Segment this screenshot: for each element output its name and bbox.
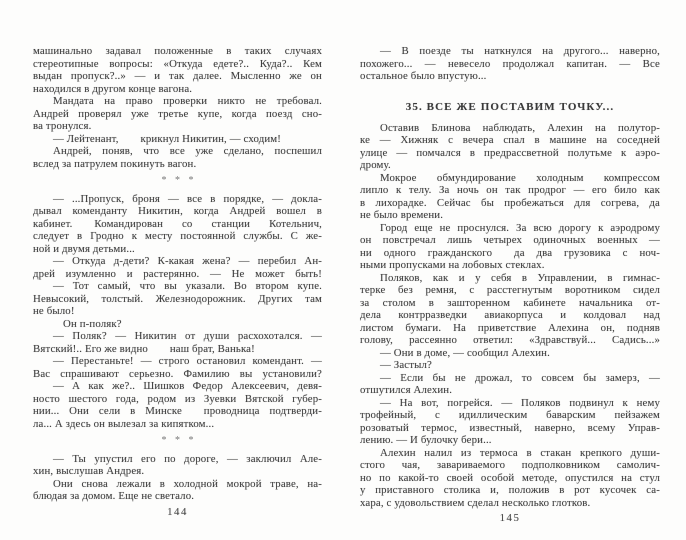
text-line: отшутился Алехин. — [360, 384, 453, 396]
text-line: ными пропусками на лобовых стеклах. — [360, 259, 545, 271]
page-left — [33, 45, 322, 518]
text-line: — Перестаньте! — строго остановил комендант. — — [53, 355, 322, 367]
text-line: Город еще не проснулся. За всю дорогу к аэродрому — [380, 221, 660, 234]
text-line: носто шестого года, родом из Зуевки Вятской губер- — [33, 392, 322, 405]
text-line: лению. — И булочку бери... — [360, 434, 492, 446]
text-line: не было! — [33, 305, 75, 317]
text-line: дрей изумленно и растерянно. — Не может быть! — [33, 267, 322, 280]
text-line: — Ты упустил его по дороге, — заключил Але- — [53, 452, 322, 465]
text-line: ла... А здесь он вылезал за кипятком... — [33, 417, 215, 430]
text-line: похожего... — невесело продолжал капитан. — Все — [360, 57, 660, 70]
page-right-text — [360, 45, 660, 509]
text-line: он повстречал лишь четырех одиночных военных — — [360, 234, 660, 246]
text-line: — Если бы не дрожал, то совсем бы замерз, — — [380, 371, 660, 384]
text-line: но по какой-то своей особой методе, опустился на стул — [360, 471, 660, 484]
text-line: липло к телу. За ночь он так продрог — его било как — [360, 184, 660, 196]
section-separator: * * * — [161, 175, 194, 186]
text-line: Андрей проверял уже третье купе, когда поезд сно- — [33, 107, 322, 120]
text-line: — Они в доме, — сообщил Алехин. — [380, 346, 550, 359]
text-line: не было времени. — [360, 209, 444, 221]
text-line: ни одного гражданского да два грузовика с ноч- — [360, 246, 660, 259]
text-line: машинально задавал положенные в таких случаях — [33, 45, 322, 57]
text-line: у приставного столика и, положив в рот кусочек са- — [360, 484, 660, 496]
text-line: розоватый термос, известный, наверно, всему Управ- — [360, 421, 660, 434]
text-line: находился в другом конце вагона. — [33, 82, 193, 95]
text-line: остальное было впустую... — [360, 70, 487, 82]
text-line: хин, выслушав Андрея. — [33, 465, 145, 477]
text-line: Мокрое обмундирование холодным компрессом — [380, 171, 660, 184]
text-line: — В поезде ты наткнулся на другого... наверно, — [380, 45, 660, 57]
text-line: — Застыл? — [380, 359, 432, 371]
text-line: терке без ремня, с расстегнутым воротником сидел — [360, 284, 660, 296]
text-line: — Поляк? — Никитин от души расхохотался. — — [53, 330, 322, 342]
text-line: — ...Пропуск, броня — все в порядке, — докла- — [53, 192, 322, 205]
text-line: хара, с удовольствием сделал несколько глотков. — [360, 496, 591, 509]
text-line: голову, рассеянно ответил: «Здравствуй... Садись...» — [360, 334, 660, 346]
text-line: дрому. — [360, 159, 391, 171]
text-line: дывал коменданту Никитин, когда Андрей вошел в — [33, 205, 322, 217]
text-line: нии... Они сели в Минске проводница подтверди- — [33, 405, 322, 417]
text-line: дела контрразведки авиакорпуса и колдовал над — [360, 309, 660, 321]
text-line: Мандата на право проверки никто не требовал. — [53, 95, 322, 107]
text-line: вслед за патрулем покинуть вагон. — [33, 157, 197, 170]
section-separator: * * * — [161, 435, 194, 446]
text-line: Невысокий, толстый. Железнодорожник. Других там — [33, 292, 322, 305]
text-line: Алехин налил из термоса в стакан крепкого души- — [380, 446, 660, 459]
page-number-right: 145 — [499, 512, 521, 524]
text-line: в лихорадке. Сейчас бы пробежаться для согрева, да — [360, 196, 660, 209]
text-line: за столом в зашторенном кабинете начальника от- — [360, 296, 660, 309]
text-line: Оставив Блинова наблюдать, Алехин на полутор- — [380, 121, 660, 134]
text-line: улице — помчался в предрассветной полутьме к аэро- — [360, 146, 660, 159]
text-line: — Откуда д-дети? К-какая жена? — перебил Ан- — [53, 255, 322, 267]
text-line: трофейный, с идиллическим баварским пейзажем — [360, 409, 660, 421]
text-line: — Тот самый, что вы указали. Во втором купе. — [53, 280, 322, 292]
text-line: Он п-поляк? — [63, 317, 122, 330]
text-line: ва тронулся. — [33, 120, 92, 132]
text-line: блюдая за домом. Еще не светало. — [33, 490, 195, 502]
text-line: — Лейтенант, крикнул Никитин, — сходим! — [53, 132, 282, 145]
text-line: Вас спрашивают серьезно. Фамилию вы установили? — [33, 367, 322, 380]
text-line: листом бумаги. На приветствие Алехина он, подняв — [360, 321, 660, 334]
page-number-left: 144 — [167, 505, 188, 518]
text-line: Они снова лежали в холодной мокрой траве, на- — [53, 477, 322, 490]
chapter-heading: 35. ВСЕ ЖЕ ПОСТАВИМ ТОЧКУ... — [405, 100, 615, 113]
text-line: ке — Хижняк с вечера спал в машине на соседней — [360, 134, 660, 146]
page-left-text — [33, 45, 322, 503]
page-right — [360, 45, 660, 525]
text-line: Вятский!.. Его же видно наш брат, Ванька! — [33, 342, 255, 355]
text-line: Поляков, как и у себя в Управлении, в гимнас- — [380, 271, 660, 284]
text-line: — А как же?.. Шишков Федор Алексеевич, девя- — [53, 380, 322, 392]
text-line: выдан пропуск?..» — и так далее. Мысленно же он — [33, 70, 322, 82]
text-line: следует в Гродно к месту постоянной службы. С же- — [33, 230, 322, 242]
text-line: Андрей, поняв, что все уже сделано, поспешил — [53, 145, 322, 157]
text-line: стого чая, завариваемого подполковником самолич- — [360, 459, 660, 471]
text-line: ной и двумя детьми... — [33, 242, 135, 255]
text-line: стереотипные вопросы: «Откуда едете?.. Куда?.. Кем — [33, 57, 322, 70]
text-line: кабинет. Командирован со станции Котельнич, — [33, 217, 322, 230]
text-line: — На вот, погрейся. — Поляков подвинул к нему — [380, 396, 660, 409]
